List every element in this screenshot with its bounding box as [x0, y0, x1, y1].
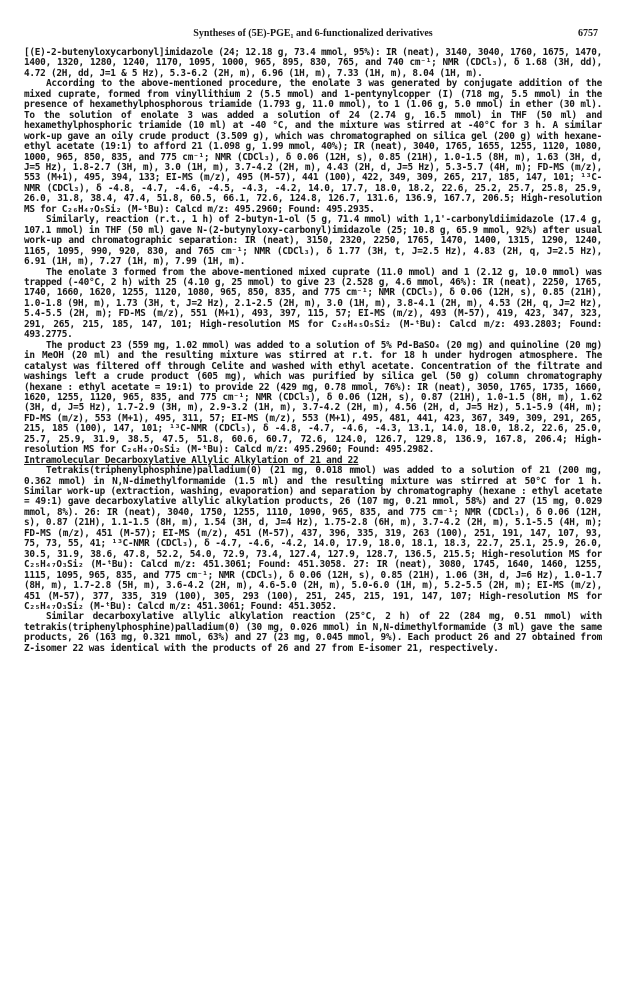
paragraph-compound-24-data: [(E)-2-butenyloxycarbonyl]imidazole (24; 12.18 g, 73.4 mmol, 95%): IR (neat), 3140, 3040, 1760, 1675, 1470, 1400, 1320, 1280, 1240, 1170, 1095, 1000, 965, 895, 830, 765, and 740 cm⁻¹; NMR (CDCl₃), δ 1.68 (3H, dd), 4.72 (2H, dd, J=1 & 5 Hz), 5.3-6.2 (2H, m), 6.96 (1H, m), 7.33 (1H, m), 8.04 (1H, m). [24, 47, 602, 79]
section-heading: Intramolecular Decarboxylative Allylic Alkylation of 21 and 22 [24, 454, 359, 466]
paragraph-synthesis-22: The product 23 (559 mg, 1.02 mmol) was added to a solution of 5% Pd-BaSO₄ (20 mg) and quinoline (20 mg) in MeOH (20 ml) and the resulting mixture was stirred at r.t. for 18 h under hydrogen atmosphere. The catalyst was filtered off through Celite and washed with ethyl acetate. Concentration of the filtrate and washings left a crude product (605 mg), which was purified by silica gel (50 g) column chromatography (hexane : ethyl acetate = 19:1) to provide 22 (429 mg, 0.78 mmol, 76%): IR (neat), 3050, 1765, 1735, 1660, 1620, 1255, 1120, 965, 835, and 775 cm⁻¹; NMR (CDCl₃), δ 0.06 (12H, s), 0.87 (21H), 1.0-1.5 (8H, m), 1.62 (3H, d, J=5 Hz), 1.7-2.9 (3H, m), 2.9-3.2 (1H, m), 3.7-4.2 (2H, m), 4.56 (2H, d, J=5 Hz), 5.1-5.9 (4H, m); FD-MS (m/z), 553 (M+1), 495, 311, 57; EI-MS (m/z), 553 (M+1), 495, 481, 441, 423, 367, 349, 309, 291, 265, 215, 185 (100), 147, 101; ¹³C-NMR (CDCl₃), δ -4.8, -4.7, -4.6, -4.3, 13.1, 14.0, 18.0, 18.2, 22.6, 25.0, 25.7, 25.9, 31.9, 38.5, 47.5, 51.8, 60.6, 60.7, 72.6, 124.0, 126.7, 129.8, 136.9, 167.8, 206.4; High-resolution MS for C₂₆H₄₇O₅Si₂ (M-ᵗBu): Calcd m/z: 495.2960; Found: 495.2982. [24, 339, 602, 456]
article-body [24, 48, 602, 654]
paragraph-alkylation-21: Tetrakis(triphenylphosphine)palladium(0) (21 mg, 0.018 mmol) was added to a solution of 21 (200 mg, 0.362 mmol) in N,N-dimethylformamide (1.5 ml) and the resulting mixture was stirred at 50°C for 1 h. Similar work-up (extraction, washing, evaporation) and separation by chromatography (hexane : ethyl acetate = 49:1) gave decarboxylative allylic alkylation products, 26 (107 mg, 0.21 mmol, 58%) and 27 (15 mg, 0.029 mmol, 8%). 26: IR (neat), 3040, 1750, 1255, 1110, 1090, 965, 835, and 775 cm⁻¹; NMR (CDCl₃), δ 0.06 (12H, s), 0.87 (21H), 1.1-1.5 (8H, m), 1.54 (3H, d, J=4 Hz), 1.75-2.8 (6H, m), 3.7-4.2 (2H, m), 5.1-5.5 (4H, m); FD-MS (m/z), 451 (M-57); EI-MS (m/z), 451 (M-57), 437, 396, 335, 319, 263 (100), 251, 191, 147, 107, 93, 75, 73, 55, 41; ¹³C-NMR (CDCl₃), δ -4.7, -4.6, -4.2, 14.0, 17.9, 18.0, 18.1, 18.3, 22.7, 25.1, 25.9, 26.0, 30.5, 31.9, 38.6, 47.8, 52.2, 54.0, 72.9, 73.4, 127.4, 127.9, 128.7, 136.5, 215.5; High-resolution MS for C₂₅H₄₇O₃Si₂ (M-ᵗBu): Calcd m/z: 451.3061; Found: 451.3058. 27: IR (neat), 3080, 1745, 1640, 1460, 1255, 1115, 1095, 965, 835, and 775 cm⁻¹; NMR (CDCl₃), δ 0.06 (12H, s), 0.85 (21H), 1.06 (3H, d, J=6 Hz), 1.0-1.7 (8H, m), 1.7-2.8 (5H, m), 3.6-4.2 (2H, m), 4.6-5.0 (2H, m), 5.0-6.0 (1H, m), 5.2-5.5 (2H, m); EI-MS (m/z), 451 (M-57), 377, 335, 319 (100), 305, 293 (100), 251, 245, 215, 191, 147, 107; High-resolution MS for C₂₅H₄₇O₃Si₂ (M-ᵗBu): Calcd m/z: 451.3061; Found: 451.3052. [24, 465, 602, 613]
paragraph-synthesis-23: The enolate 3 formed from the above-mentioned mixed cuprate (11.0 mmol) and 1 (2.12 g, 10.0 mmol) was trapped (-40°C, 2 h) with 25 (4.10 g, 25 mmol) to give 23 (2.528 g, 4.6 mmol, 46%): IR (neat), 2250, 1765, 1740, 1660, 1620, 1255, 1120, 1080, 965, 850, 835, and 775 cm⁻¹; NMR (CDCl₃), δ 0.06 (12H, s), 0.85 (21H), 1.0-1.8 (9H, m), 1.73 (3H, t, J=2 Hz), 2.1-2.5 (2H, m), 3.0 (1H, m), 3.8-4.1 (2H, m), 4.53 (2H, q, J=2 Hz), 5.4-5.5 (2H, m); FD-MS (m/z), 551 (M+1), 493, 397, 115, 57; EI-MS (m/z), 493 (M-57), 419, 423, 347, 323, 291, 265, 215, 185, 147, 101; High-resolution MS for C₂₆H₄₅O₅Si₂ (M-ᵗBu): Calcd m/z: 493.2803; Found: 493.2775. [24, 266, 602, 341]
page-number: 6757 [578, 28, 598, 39]
paragraph-synthesis-21: According to the above-mentioned procedure, the enolate 3 was generated by conjugate addition of the mixed cuprate, formed from vinyllithium 2 (5.5 mmol) and 1-pentynylcopper (I) (718 mg, 5.5 mmol) in the presence of hexamethylphosphorous triamide (1.793 g, 11.0 mmol), to 1 (1.06 g, 5.0 mmol) in ether (30 ml). To the solution of enolate 3 was added a solution of 24 (2.74 g, 16.5 mmol) in THF (50 ml) and hexamethylphosphoric triamide (10 ml) at -40 °C, and the mixture was stirred at -40°C for 3 h. A similar work-up gave an oily crude product (3.509 g), which was chromatographed on silica gel (200 g) with hexane-ethyl acetate (19:1) to afford 21 (1.098 g, 1.99 mmol, 40%); IR (neat), 3040, 1765, 1655, 1255, 1120, 1080, 1000, 965, 850, 835, and 775 cm⁻¹; NMR (CDCl₃), δ 0.06 (12H, s), 0.85 (21H), 1.0-1.5 (8H, m), 1.63 (3H, d, J=5 Hz), 1.8-2.7 (3H, m), 3.0 (1H, m), 3.7-4.2 (2H, m), 4.43 (2H, d, J=5 Hz), 5.3-5.7 (4H, m); FD-MS (m/z), 553 (M+1), 495, 394, 133; EI-MS (m/z), 495 (M-57), 441 (100), 422, 349, 309, 265, 217, 185, 147, 101; ¹³C-NMR (CDCl₃), δ -4.8, -4.7, -4.6, -4.5, -4.3, -4.2, 14.0, 17.7, 18.0, 18.2, 22.6, 25.2, 25.7, 25.8, 25.9, 26.0, 31.8, 38.4, 47.4, 51.8, 60.5, 66.1, 72.6, 124.8, 126.7, 131.6, 136.9, 167.7, 206.5; High-resolution MS for C₂₆H₄₇O₅Si₂ (M-ᵗBu): Calcd m/z: 495.2960; Found: 495.2935. [24, 78, 602, 215]
paragraph-alkylation-22: Similar decarboxylative allylic alkylation reaction (25°C, 2 h) of 22 (284 mg, 0.51 mmol) with tetrakis(triphenylphosphine)palladium(0) (30 mg, 0.026 mmol) in N,N-dimethylformamide (3 ml) gave the same products, 26 (163 mg, 0.321 mmol, 63%) and 27 (23 mg, 0.045 mmol, 9%). Each product 26 and 27 obtained from Z-isomer 22 was identical with the products of 26 and 27 from E-isomer 21, respectively. [24, 611, 602, 654]
running-header [24, 28, 602, 44]
paragraph-synthesis-25: Similarly, reaction (r.t., 1 h) of 2-butyn-1-ol (5 g, 71.4 mmol) with 1,1'-carbonyldiimidazole (17.4 g, 107.1 mmol) in THF (50 ml) gave N-(2-butynyloxy-carbonyl)imidazole (25; 10.8 g, 65.9 mmol, 92%) after usual work-up and chromatographic separation: IR (neat), 3150, 2320, 2250, 1765, 1470, 1400, 1315, 1290, 1240, 1165, 1095, 990, 920, 830, and 765 cm⁻¹; NMR (CDCl₃), δ 1.77 (3H, t, J=2.5 Hz), 4.83 (2H, q, J=2.5 Hz), 6.91 (1H, m), 7.27 (1H, m), 7.99 (1H, m). [24, 214, 602, 268]
journal-page [24, 28, 602, 654]
running-title: Syntheses of (5E)-PGE₁ and 6-functionalized derivatives [193, 28, 433, 39]
